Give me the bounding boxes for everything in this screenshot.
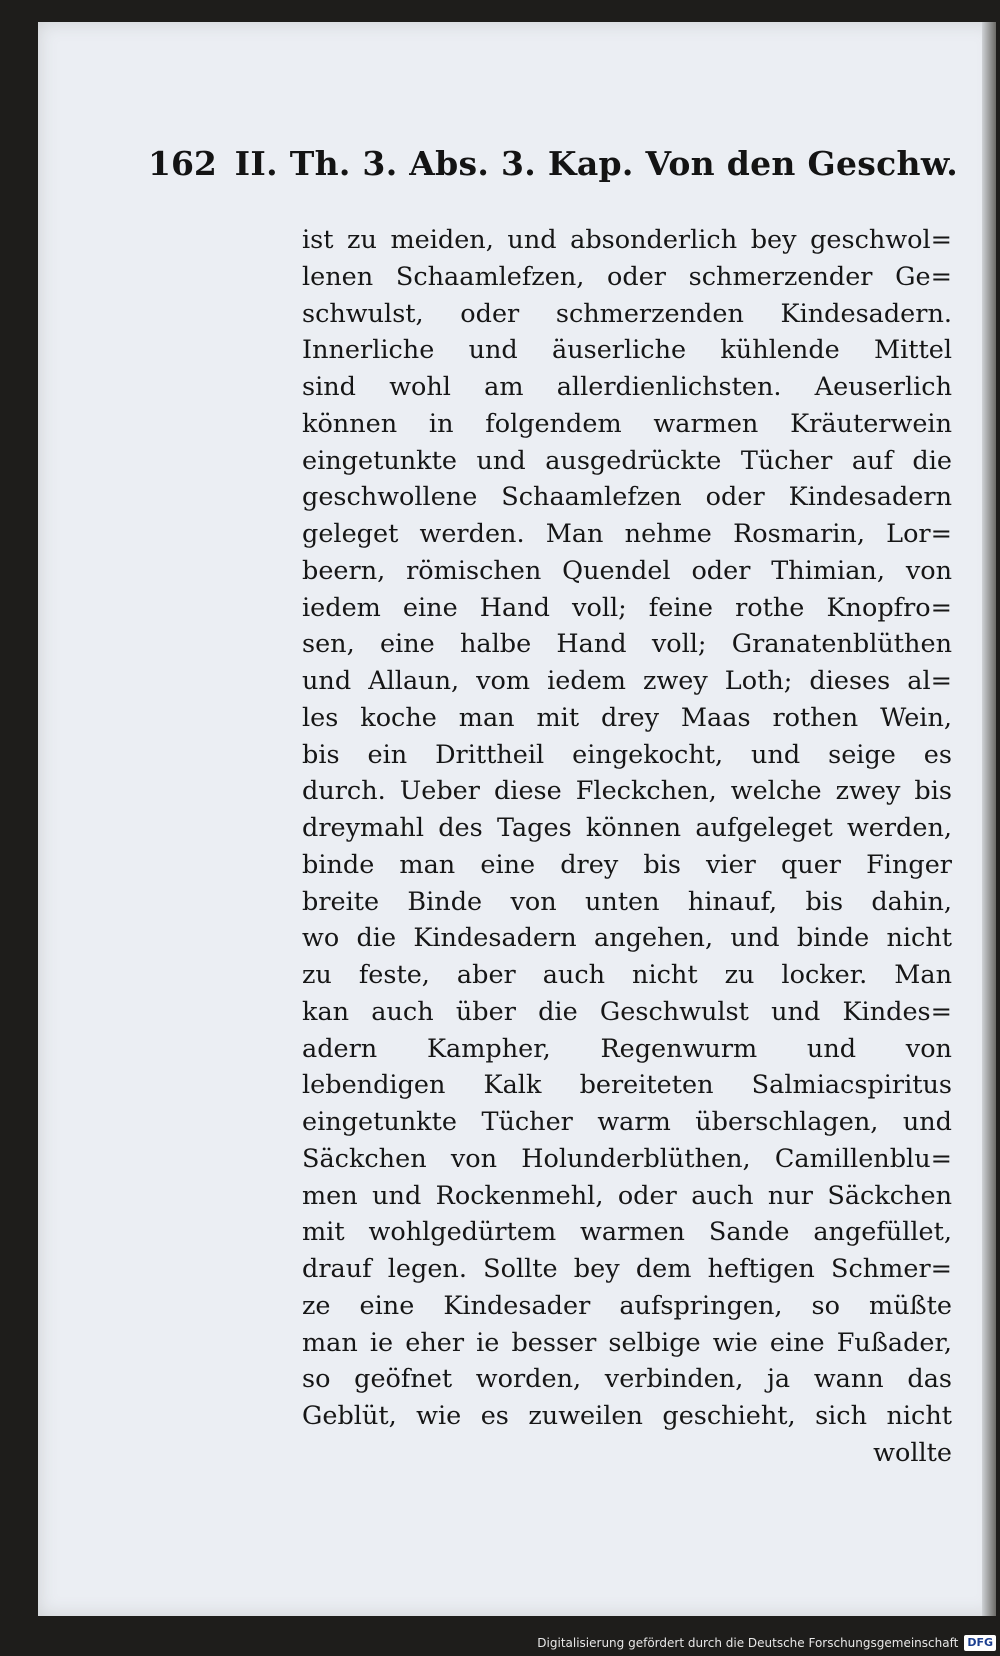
page-number: 162 <box>148 144 217 183</box>
dfg-logo-icon: DFG <box>964 1635 996 1651</box>
text-line: man ie eher ie besser selbige wie eine Fußader, <box>302 1327 952 1358</box>
text-line: binde man eine drey bis vier quer Finger <box>302 849 952 880</box>
text-line: so geöfnet worden, verbinden, ja wann das <box>302 1364 952 1395</box>
book-page <box>38 22 996 1616</box>
text-line: lebendigen Kalk bereiteten Salmiacspiritus <box>302 1070 952 1101</box>
catchword: wollte <box>873 1437 952 1468</box>
text-line: schwulst, oder schmerzenden Kindesadern. <box>302 298 952 329</box>
text-line: lenen Schaamlefzen, oder schmerzender Ge= <box>302 261 952 292</box>
page-header <box>148 144 958 204</box>
text-line: Geblüt, wie es zuweilen geschieht, sich nicht <box>302 1401 952 1431</box>
text-line: zu feste, aber auch nicht zu locker. Man <box>302 960 952 990</box>
text-line: iedem eine Hand voll; feine rothe Knopfro= <box>302 592 952 623</box>
text-line: durch. Ueber diese Fleckchen, welche zwey bis <box>302 776 952 807</box>
text-line: ist zu meiden, und absonderlich bey geschwol= <box>302 225 952 255</box>
text-line: wo die Kindesadern angehen, und binde nicht <box>302 923 952 954</box>
text-line: geleget werden. Man nehme Rosmarin, Lor= <box>302 519 952 549</box>
text-line: mit wohlgedürtem warmen Sande angefüllet, <box>302 1217 952 1248</box>
text-line: ze eine Kindesader aufspringen, so müßte <box>302 1290 952 1321</box>
text-line: kan auch über die Geschwulst und Kindes= <box>302 996 952 1027</box>
running-head: II. Th. 3. Abs. 3. Kap. Von den Geschw. <box>234 144 958 183</box>
text-line: eingetunkte und ausgedrückte Tücher auf die <box>302 445 952 476</box>
text-line: können in folgendem warmen Kräuterwein <box>302 408 952 439</box>
text-line: les koche man mit drey Maas rothen Wein, <box>302 702 952 733</box>
text-line: und Allaun, vom iedem zwey Loth; dieses al= <box>302 666 952 696</box>
text-line: eingetunkte Tücher warm überschlagen, und <box>302 1107 952 1137</box>
body-text <box>302 222 952 1472</box>
text-line: Innerliche und äuserliche kühlende Mittel <box>302 335 952 366</box>
text-line: men und Rockenmehl, oder auch nur Säckchen <box>302 1180 952 1211</box>
digitization-footer <box>537 1632 996 1654</box>
text-line: dreymahl des Tages können aufgeleget werden, <box>302 813 952 843</box>
text-line: drauf legen. Sollte bey dem heftigen Schmer= <box>302 1254 952 1284</box>
page-edge-shadow <box>982 22 996 1616</box>
text-line: Säckchen von Holunderblüthen, Camillenblu= <box>302 1143 952 1174</box>
text-line: sen, eine halbe Hand voll; Granatenblüthen <box>302 629 952 660</box>
text-line: geschwollene Schaamlefzen oder Kindesadern <box>302 482 952 513</box>
text-line: beern, römischen Quendel oder Thimian, von <box>302 555 952 586</box>
text-line: adern Kampher, Regenwurm und von <box>302 1033 952 1064</box>
funding-credit: Digitalisierung gefördert durch die Deutsche Forschungsgemeinschaft <box>537 1636 959 1650</box>
text-line: bis ein Drittheil eingekocht, und seige es <box>302 739 952 770</box>
text-line: sind wohl am allerdienlichsten. Aeuserlich <box>302 372 952 402</box>
text-line: breite Binde von unten hinauf, bis dahin, <box>302 886 952 917</box>
